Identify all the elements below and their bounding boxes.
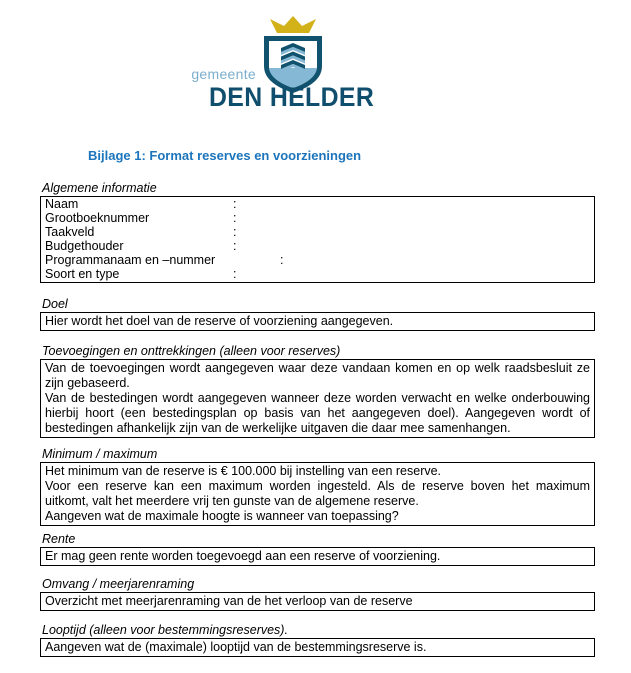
toevoegingen-paragraph-2: Van de bestedingen wordt aangegeven wanneer deze worden verwacht en welke onderbouwing hierbij hoort (een bestedingsplan op basis van het aangegeven doel). Aangegeven wordt of bestedingen afhankelijk zijn van de werkelijke uitgaven die daar mee samenhangen.: [45, 391, 590, 436]
section-heading-looptijd: Looptijd (alleen voor bestemmingsreserves).: [42, 623, 288, 638]
rente-text: Er mag geen rente worden toegevoegd aan een reserve of voorziening.: [45, 549, 441, 564]
crown-icon: [270, 16, 316, 33]
looptijd-box: [40, 638, 595, 657]
algemene-informatie-box: [40, 196, 595, 283]
toevoegingen-box: [40, 359, 595, 438]
minimum-paragraph-2: Voor een reserve kan een maximum worden ingesteld. Als de reserve boven het maximum uitkomt, valt het meerdere vrij ten gunste van de algemene reserve.: [45, 479, 590, 509]
toevoegingen-paragraph-1: Van de toevoegingen wordt aangegeven waar deze vandaan komen en op welk raadsbesluit ze zijn gebaseerd.: [45, 361, 590, 391]
info-label-naam: Naam: [45, 197, 79, 211]
section-heading-minimum-maximum: Minimum / maximum: [42, 447, 158, 462]
section-heading-doel: Doel: [42, 297, 68, 312]
doel-text: Hier wordt het doel van de reserve of voorziening aangegeven.: [45, 314, 394, 329]
info-label-taakveld: Taakveld: [45, 224, 95, 239]
minimum-paragraph-3: Aangeven wat de maximale hoogte is wanneer van toepassing?: [45, 509, 399, 524]
info-colon: :: [233, 224, 237, 239]
section-heading-rente: Rente: [42, 532, 76, 547]
document-body: [40, 181, 595, 657]
minimum-maximum-box: [40, 462, 595, 526]
omvang-box: [40, 592, 595, 611]
info-colon: :: [233, 266, 237, 281]
doel-box: [40, 312, 595, 331]
section-heading-omvang: Omvang / meerjarenraming: [42, 577, 195, 592]
info-colon: :: [233, 210, 237, 225]
gemeente-label: gemeente: [191, 66, 256, 82]
looptijd-text: Aangeven wat de (maximale) looptijd van de bestemmingsreserve is.: [45, 640, 427, 655]
section-heading-toevoegingen: Toevoegingen en onttrekkingen (alleen voor reserves): [42, 344, 341, 359]
info-row-soort-en-type: [45, 268, 590, 282]
rente-box: [40, 547, 595, 566]
info-label-programmanaam: Programmanaam en –nummer: [45, 252, 216, 267]
info-colon: :: [233, 238, 237, 253]
info-row-grootboeknummer: [45, 212, 590, 226]
info-colon: :: [233, 197, 237, 211]
omvang-text: Overzicht met meerjarenraming van de het verloop van de reserve: [45, 594, 413, 609]
info-row-naam: [45, 198, 590, 212]
info-row-taakveld: [45, 226, 590, 240]
city-name: DEN HELDER: [209, 82, 375, 112]
info-row-programmanaam: [45, 254, 590, 268]
info-row-budgethouder: [45, 240, 590, 254]
municipality-logo: [0, 0, 631, 120]
info-label-budgethouder: Budgethouder: [45, 238, 124, 253]
document-title: Bijlage 1: Format reserves en voorzieningen: [88, 148, 362, 163]
info-label-soort-en-type: Soort en type: [45, 266, 120, 281]
info-colon: :: [280, 252, 284, 267]
info-label-grootboeknummer: Grootboeknummer: [45, 210, 150, 225]
minimum-paragraph-1: Het minimum van de reserve is € 100.000 bij instelling van een reserve.: [45, 464, 442, 479]
section-heading-algemene-informatie: Algemene informatie: [42, 181, 157, 195]
